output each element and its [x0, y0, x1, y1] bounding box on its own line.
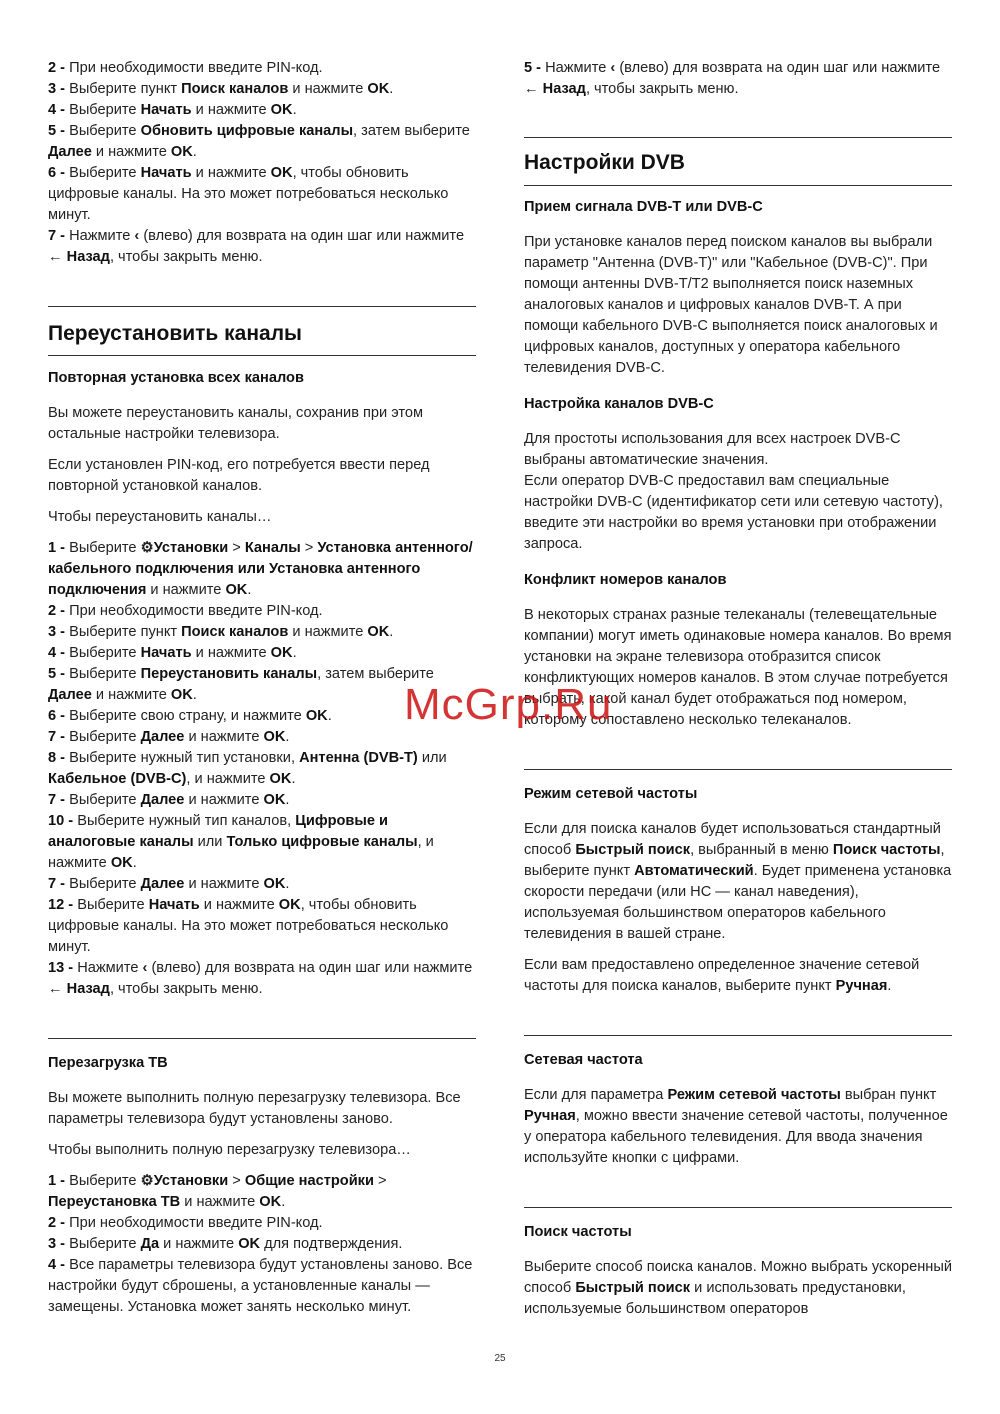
text-run: , чтобы закрыть меню. [109, 981, 263, 997]
bold-term: Обновить цифровые каналы [140, 123, 354, 139]
text-run: Выберите [65, 645, 141, 661]
text-run: Выберите [73, 897, 149, 913]
text-run: Выберите [65, 123, 141, 139]
settings-gear-icon: ⚙ [140, 540, 154, 556]
text-run: (влево) для возврата на один шаг или нажмите [147, 960, 473, 976]
text-run: Если для поиска каналов будет использоваться стандартный способ [524, 821, 941, 858]
text-run: выбран пункт [840, 1087, 937, 1103]
text-run: . [192, 144, 197, 160]
bold-term: OK [270, 165, 293, 181]
text-run: . Будет применена установка скорости передачи (или НС — канал наведения), используемая большинством операторов кабельного телевидения в вашей стране. [524, 863, 952, 942]
text-run: Нажмите [65, 228, 135, 244]
subheading-reinstall-all: Повторная установка всех каналов [48, 370, 304, 386]
bold-term: Назад [542, 81, 586, 97]
bold-term: Начать [140, 165, 192, 181]
back-arrow-icon: ← [524, 81, 539, 97]
text-run: и нажмите [191, 645, 271, 661]
step-number: 1 - [48, 540, 66, 556]
step-number: 6 - [48, 708, 66, 724]
subheading-network-frequency: Сетевая частота [524, 1052, 643, 1068]
bold-term: OK [278, 897, 301, 913]
bold-term: Назад [66, 249, 110, 265]
step-item [48, 121, 476, 163]
step-number: 4 - [48, 645, 66, 661]
step-number: 13 - [48, 960, 74, 976]
text-run: и нажмите [159, 1236, 239, 1252]
text-run: . [292, 645, 297, 661]
paragraph: Если оператор DVB-C предоставил вам специальные настройки DVB-C (идентификатор сети или сетевую частоту), введите эти настройки во время установки при отображении запроса. [524, 473, 943, 552]
text-run: Выберите нужный тип каналов, [73, 813, 296, 829]
step-number: 8 - [48, 750, 66, 766]
step-item [48, 895, 476, 958]
paragraph: В некоторых странах разные телеканалы (телевещательные компании) могут иметь одинаковые номера каналов. Во время установки на экране телевизора отобразится список конфликтующих номеров каналов. В этом случае потребуется выбрать, какой канал будет отображаться под номером, которому сопоставлено несколько телеканалов. [524, 607, 952, 728]
step-number: 4 - [48, 1257, 66, 1273]
paragraph: Чтобы переустановить каналы… [48, 509, 272, 525]
bold-term: Ручная [524, 1108, 576, 1124]
step-item [48, 1213, 476, 1234]
step-number: 7 - [48, 876, 66, 892]
text-run: При необходимости введите PIN-код. [65, 603, 323, 619]
reboot-steps [48, 1171, 476, 1318]
paragraph [524, 1085, 952, 1169]
bold-term: Поиск частоты [832, 842, 941, 858]
bold-term: Кабельное (DVB-C) [48, 771, 187, 787]
text-run: При необходимости введите PIN-код. [65, 1215, 323, 1231]
bold-term: Установка антенного/кабельного подключения или Установка антенного подключения [48, 540, 473, 598]
text-run: . [285, 729, 290, 745]
paragraph: Если установлен PIN-код, его потребуется ввести перед повторной установкой каналов. [48, 457, 430, 494]
subheading-dvb-reception: Прием сигнала DVB-T или DVB-C [524, 199, 763, 215]
bold-term: Начать [140, 102, 192, 118]
paragraph: При установке каналов перед поиском каналов вы выбрали параметр "Антенна (DVB-T)" или "Кабельное (DVB-C)". При помощи антенны DVB-T/T2 выполняется поиск наземных аналоговых каналов и цифровых каналов DVB-T. А при помощи кабельного DVB-C выполняется поиск аналоговых и цифровых каналов, доступных у оператора кабельного телевидения DVB-C. [524, 234, 938, 376]
text-run: Нажмите [541, 60, 611, 76]
step-item [48, 538, 476, 601]
reinstall-steps [48, 538, 476, 1000]
text-run: Выберите нужный тип установки, [65, 750, 300, 766]
text-run: для подтверждения. [260, 1236, 403, 1252]
bold-term: OK [263, 876, 286, 892]
paragraph [524, 1257, 952, 1320]
step-item [48, 1171, 476, 1213]
text-run: Выберите [65, 876, 141, 892]
text-run: . [285, 876, 290, 892]
text-run: . [389, 624, 394, 640]
step-item [48, 874, 476, 895]
bold-term: OK [270, 645, 293, 661]
bold-term: Да [140, 1236, 160, 1252]
bold-term: OK [367, 624, 390, 640]
step-item [48, 958, 476, 1000]
bold-term: Далее [140, 729, 185, 745]
text-run: , затем выберите [353, 123, 470, 139]
bold-term: OK [270, 102, 293, 118]
text-run: Выберите [65, 1173, 141, 1189]
text-run: (влево) для возврата на один шаг или нажмите [139, 228, 465, 244]
subheading-dvbc-setup: Настройка каналов DVB-C [524, 396, 714, 412]
step-item [48, 1255, 476, 1318]
text-run: Выберите пункт [65, 624, 182, 640]
bold-term: Автоматический [634, 863, 754, 879]
step-number: 5 - [524, 60, 542, 76]
step-number: 6 - [48, 165, 66, 181]
back-arrow-icon: ← [48, 981, 63, 997]
page-number: 25 [494, 1353, 506, 1364]
bold-term: OK [259, 1194, 282, 1210]
bold-term: Далее [48, 144, 92, 160]
bold-term: Поиск каналов [181, 624, 289, 640]
text-run: и нажмите [191, 165, 271, 181]
bold-term: Переустановить каналы [140, 666, 318, 682]
chevron-left-icon: ‹ [610, 60, 616, 76]
step-number: 2 - [48, 603, 66, 619]
bold-term: Быстрый поиск [575, 1280, 691, 1296]
step-item [48, 58, 476, 79]
text-run: и нажмите [146, 582, 226, 598]
text-run: Выберите [65, 792, 141, 808]
paragraph: Чтобы выполнить полную перезагрузку телевизора… [48, 1142, 411, 1158]
step-item [48, 727, 476, 748]
bold-term: Далее [48, 687, 92, 703]
step-item [48, 643, 476, 664]
bold-term: Общие настройки [244, 1173, 374, 1189]
text-run: или [417, 750, 447, 766]
step-number: 7 - [48, 792, 66, 808]
paragraph: Вы можете переустановить каналы, сохранив при этом остальные настройки телевизора. [48, 405, 424, 442]
step-item [48, 790, 476, 811]
text-run: . [389, 81, 394, 97]
step-item [48, 1234, 476, 1255]
text-run: Выберите способ поиска каналов. Можно выбрать ускоренный способ [524, 1259, 953, 1296]
text-run: При необходимости введите PIN-код. [65, 60, 323, 76]
subheading-network-frequency-mode: Режим сетевой частоты [524, 786, 698, 802]
text-run: Выберите [65, 540, 141, 556]
bold-term: OK [170, 687, 193, 703]
text-run: Выберите [65, 102, 141, 118]
bold-term: Режим сетевой частоты [667, 1087, 841, 1103]
step-number: 2 - [48, 60, 66, 76]
text-run: > [228, 1173, 245, 1189]
step-number: 10 - [48, 813, 74, 829]
bold-term: OK [263, 792, 286, 808]
bold-term: OK [225, 582, 248, 598]
watermark: McGrp.Ru [404, 680, 613, 729]
step-number: 12 - [48, 897, 74, 913]
subheading-reboot-tv: Перезагрузка ТВ [48, 1055, 168, 1071]
bold-term: OK [238, 1236, 261, 1252]
step-number: 3 - [48, 1236, 66, 1252]
subheading-frequency-scan: Поиск частоты [524, 1224, 632, 1240]
step-number: 7 - [48, 228, 66, 244]
bold-term: OK [305, 708, 328, 724]
chevron-left-icon: ‹ [142, 960, 148, 976]
step-item [48, 79, 476, 100]
text-run: . [292, 102, 297, 118]
left-top-steps [48, 58, 476, 268]
back-arrow-icon: ← [48, 249, 63, 265]
text-run: Выберите пункт [65, 81, 182, 97]
bold-term: Далее [140, 792, 185, 808]
text-run: и нажмите [199, 897, 279, 913]
bold-term: Назад [66, 981, 110, 997]
text-run: Выберите [65, 729, 141, 745]
bold-term: Установки [153, 540, 229, 556]
step-number: 5 - [48, 123, 66, 139]
text-run: , выбранный в меню [690, 842, 833, 858]
settings-gear-icon: ⚙ [140, 1173, 154, 1189]
text-run: и нажмите [184, 729, 264, 745]
text-run: . [887, 978, 892, 994]
text-run: и нажмите [288, 81, 368, 97]
text-run: , чтобы обновить цифровые каналы. На это может потребоваться несколько минут. [48, 165, 449, 223]
text-run: . [327, 708, 332, 724]
paragraph [524, 819, 952, 945]
text-run: . [285, 792, 290, 808]
bold-term: OK [367, 81, 390, 97]
step-item [48, 226, 476, 268]
step-item [48, 163, 476, 226]
text-run: > [300, 540, 318, 556]
section-heading-dvb: Настройки DVB [524, 151, 685, 174]
text-run: . [291, 771, 296, 787]
text-run: , выберите пункт [524, 842, 945, 879]
text-run: , чтобы закрыть меню. [585, 81, 739, 97]
paragraph [524, 955, 952, 997]
text-run: или [193, 834, 227, 850]
text-run: Выберите свою страну, и нажмите [65, 708, 306, 724]
text-run: . [281, 1194, 286, 1210]
step-item [48, 811, 476, 874]
step-number: 2 - [48, 1215, 66, 1231]
text-run: , чтобы закрыть меню. [109, 249, 263, 265]
bold-term: Далее [140, 876, 185, 892]
text-run: > [373, 1173, 387, 1189]
text-run: Если для параметра [524, 1087, 668, 1103]
bold-term: Начать [140, 645, 192, 661]
paragraph: Вы можете выполнить полную перезагрузку телевизора. Все параметры телевизора будут установлены заново. [48, 1090, 461, 1127]
text-run: , можно ввести значение сетевой частоты, полученное у оператора кабельного телевидения. Для ввода значения используйте кнопки с цифрами. [524, 1108, 948, 1166]
text-run: Выберите [65, 165, 141, 181]
paragraph: Для простоты использования для всех настроек DVB-C выбраны автоматические значения. [524, 431, 901, 468]
bold-term: OK [170, 144, 193, 160]
right-top-steps [524, 58, 952, 100]
bold-term: Каналы [244, 540, 301, 556]
step-number: 3 - [48, 624, 66, 640]
bold-term: Установки [153, 1173, 229, 1189]
text-run: и нажмите [91, 687, 171, 703]
text-run: , чтобы обновить цифровые каналы. На это может потребоваться несколько минут. [48, 897, 449, 955]
text-run: Если вам предоставлено определенное значение сетевой частоты для поиска каналов, выберите пункт [524, 957, 920, 994]
text-run: и нажмите [184, 876, 264, 892]
text-run: . [132, 855, 137, 871]
text-run: , затем выберите [317, 666, 434, 682]
text-run: , и нажмите [48, 834, 434, 871]
bold-term: Быстрый поиск [575, 842, 691, 858]
bold-term: Цифровые и аналоговые каналы [48, 813, 389, 850]
step-number: 1 - [48, 1173, 66, 1189]
text-run: и нажмите [184, 792, 264, 808]
bold-term: Переустановка ТВ [48, 1194, 181, 1210]
text-run: > [228, 540, 245, 556]
step-number: 7 - [48, 729, 66, 745]
bold-term: Ручная [835, 978, 888, 994]
step-number: 4 - [48, 102, 66, 118]
text-run: Нажмите [73, 960, 143, 976]
text-run: и использовать предустановки, используемые большинством операторов [524, 1280, 906, 1317]
step-item [48, 601, 476, 622]
text-run: и нажмите [180, 1194, 260, 1210]
chevron-left-icon: ‹ [134, 228, 140, 244]
bold-term: OK [269, 771, 292, 787]
text-run: и нажмите [191, 102, 271, 118]
bold-term: OK [263, 729, 286, 745]
bold-term: OK [110, 855, 133, 871]
text-run: . [192, 687, 197, 703]
text-run: (влево) для возврата на один шаг или нажмите [615, 60, 941, 76]
step-item [48, 622, 476, 643]
bold-term: Поиск каналов [181, 81, 289, 97]
step-item [48, 100, 476, 121]
section-heading-reinstall: Переустановить каналы [48, 322, 302, 345]
text-run: и нажмите [288, 624, 368, 640]
text-run: Выберите [65, 666, 141, 682]
step-number: 5 - [48, 666, 66, 682]
bold-term: Антенна (DVB-T) [299, 750, 418, 766]
subheading-channel-conflict: Конфликт номеров каналов [524, 572, 727, 588]
step-item [524, 58, 952, 100]
bold-term: Начать [148, 897, 200, 913]
text-run: Выберите [65, 1236, 141, 1252]
step-number: 3 - [48, 81, 66, 97]
text-run: Все параметры телевизора будут установлены заново. Все настройки будут сброшены, а установленные каналы — замещены. Установка может занять несколько минут. [48, 1257, 473, 1315]
bold-term: Только цифровые каналы [226, 834, 418, 850]
text-run: , и нажмите [186, 771, 270, 787]
text-run: и нажмите [91, 144, 171, 160]
text-run: . [247, 582, 252, 598]
step-item [48, 748, 476, 790]
